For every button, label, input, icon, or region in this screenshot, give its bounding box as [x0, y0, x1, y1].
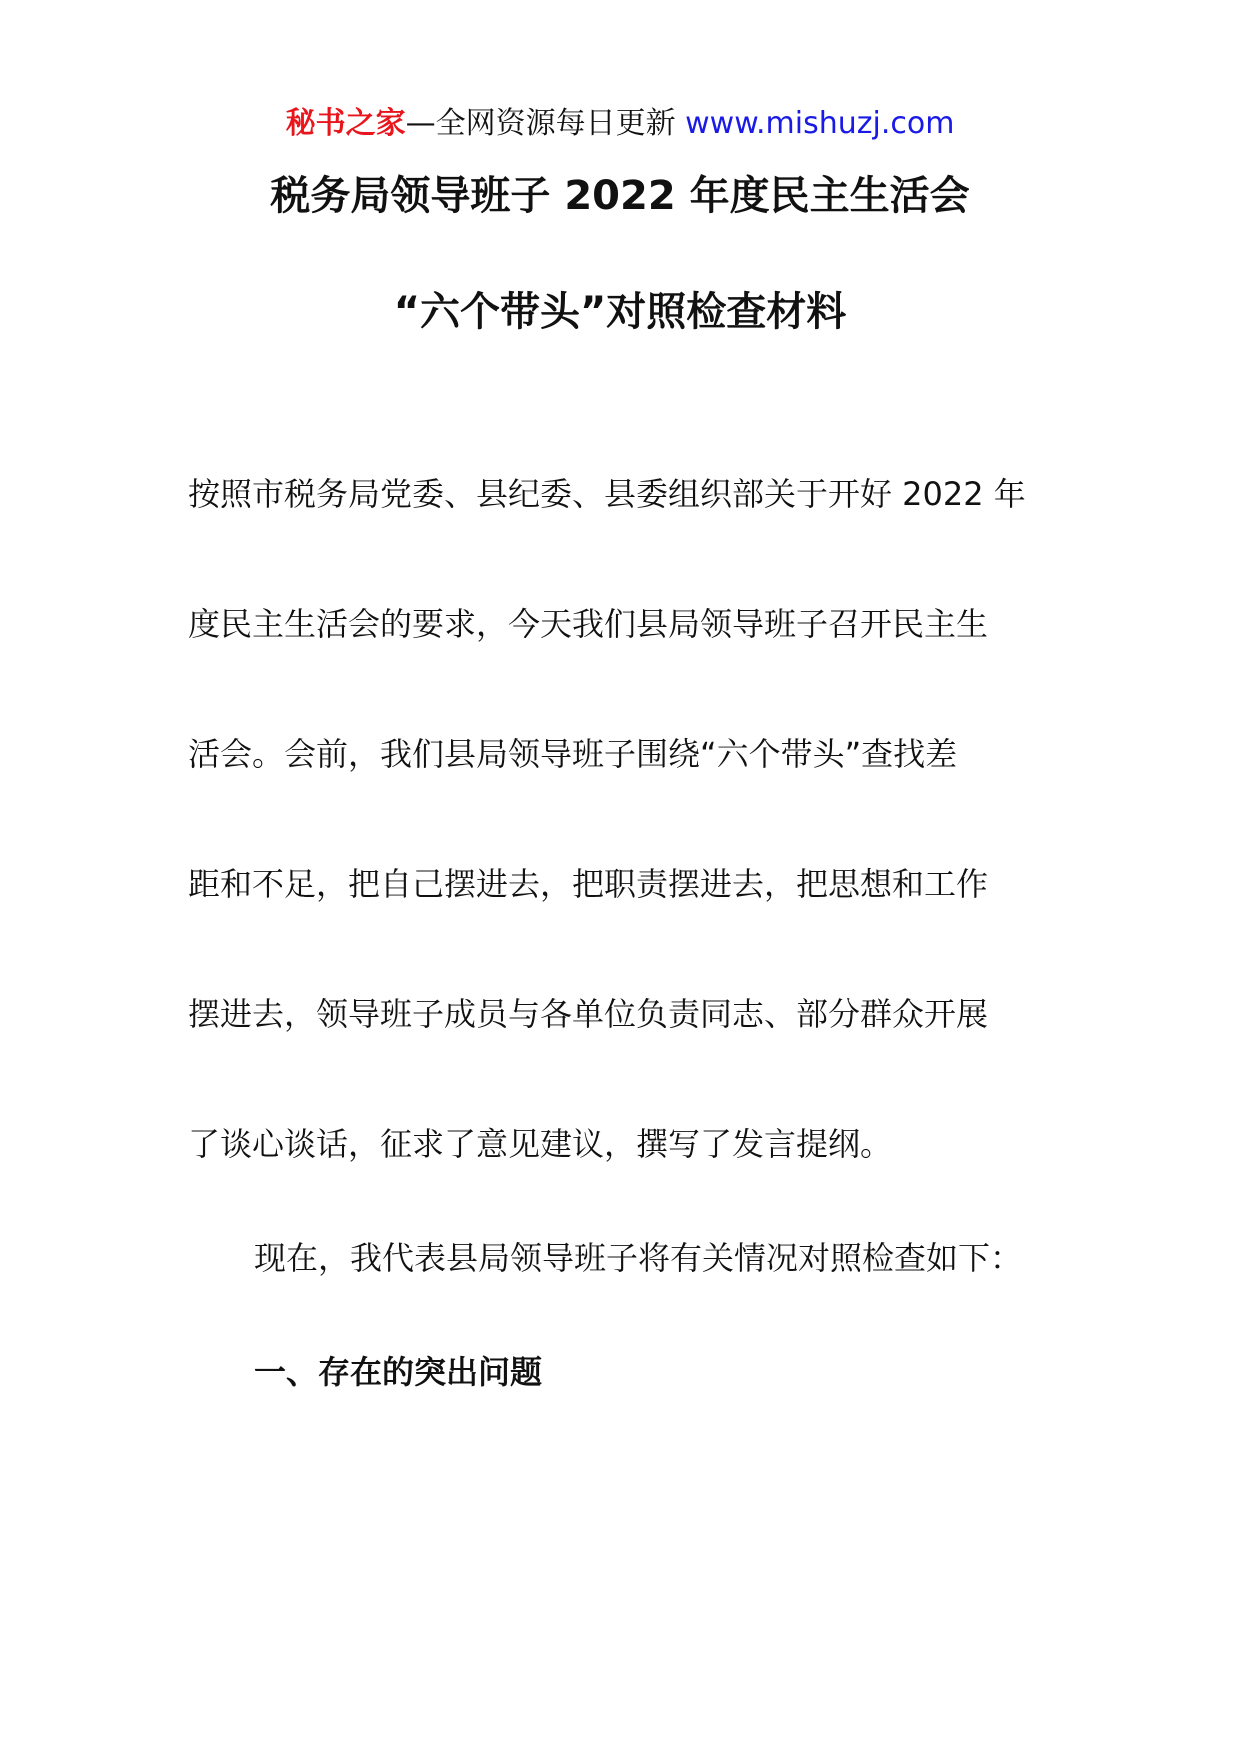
- paragraph-1-line-2: 度民主生活会的要求，今天我们县局领导班子召开民主生: [188, 605, 989, 643]
- paragraph-1-line-6: 了谈心谈话，征求了意见建议，撰写了发言提纲。: [188, 1125, 893, 1163]
- paragraph-2: 现在，我代表县局领导班子将有关情况对照检查如下：: [254, 1239, 1023, 1277]
- document-title-line-2: “六个带头”对照检查材料: [393, 289, 847, 335]
- paragraph-1-line-5: 摆进去，领导班子成员与各单位负责同志、部分群众开展: [188, 995, 989, 1033]
- site-brand: 秘书之家: [285, 106, 406, 141]
- paragraph-1-line-4: 距和不足，把自己摆进去，把职责摆进去，把思想和工作: [188, 865, 989, 903]
- paragraph-1-line-3: 活会。会前，我们县局领导班子围绕“六个带头”查找差: [188, 735, 958, 773]
- site-url-link[interactable]: www.mishuzj.com: [685, 106, 955, 141]
- site-tagline: —全网资源每日更新: [405, 106, 686, 141]
- section-heading-1: 一、存在的突出问题: [254, 1353, 543, 1391]
- paragraph-1-line-1: 按照市税务局党委、县纪委、县委组织部关于开好 2022 年: [188, 475, 1026, 513]
- site-header: [0, 104, 1240, 144]
- document-title-line-1: 税务局领导班子 2022 年度民主生活会: [270, 173, 970, 219]
